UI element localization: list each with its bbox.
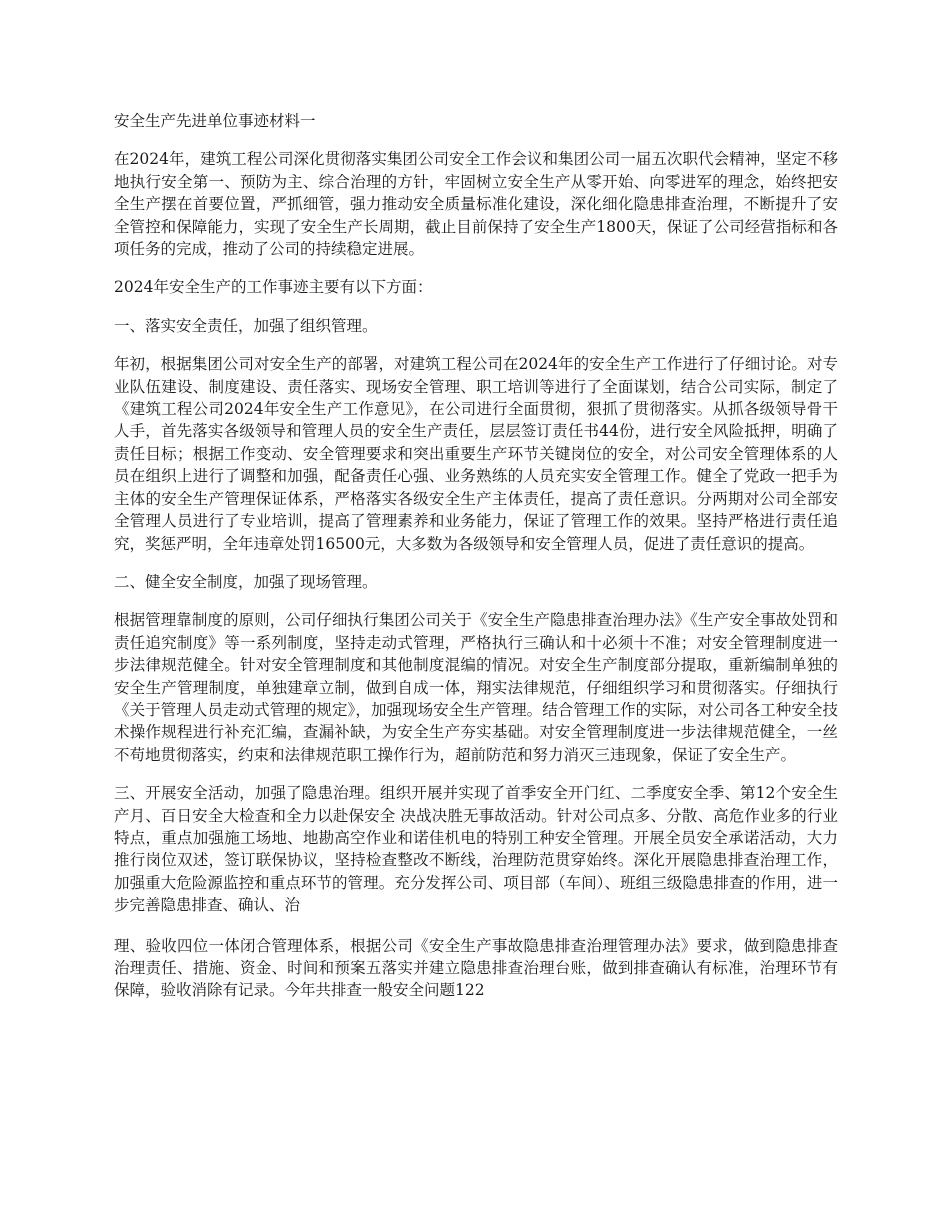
- paragraph-summary-heading: 2024年安全生产的工作事迹主要有以下方面：: [114, 278, 433, 297]
- section-heading-2: 二、健全安全制度，加强了现场管理。: [114, 572, 378, 591]
- document-title: 安全生产先进单位事迹材料一: [114, 112, 316, 130]
- document-body: [114, 110, 838, 1018]
- section-heading-1: 一、落实安全责任，加强了组织管理。: [114, 316, 378, 335]
- paragraph-section-1: 年初，根据集团公司对安全生产的部署，对建筑工程公司在2024年的安全生产工作进行了仔细讨论。对专业队伍建设、制度建设、责任落实、现场安全管理、职工培训等进行了全面谋划，结合公司实际，制定了《建筑工程公司2024年安全生产工作意见》，在公司进行全面贯彻，狠抓了贯彻落实。从抓各级领导骨干人手，首先落实各级领导和管理人员的安全生产责任，层层签订责任书44份，进行安全风险抵押，明确了责任目标；根据工作变动、安全管理要求和突出重要生产环节关键岗位的安全，对公司安全管理体系的人员在组织上进行了调整和加强，配备责任心强、业务熟练的人员充实安全管理工作。健全了党政一把手为主体的安全生产管理保证体系，严格落实各级安全生产主体责任，提高了责任意识。分两期对公司全部安全管理人员进行了专业培训，提高了管理素养和业务能力，保证了管理工作的效果。坚持严格进行责任追究，奖惩严明，全年违章处罚16500元，大多数为各级领导和安全管理人员，促进了责任意识的提高。: [114, 355, 838, 553]
- paragraph-section-3-continued: 理、验收四位一体闭合管理体系，根据公司《安全生产事故隐患排查治理管理办法》要求，做到隐患排查治理责任、措施、资金、时间和预案五落实并建立隐患排查治理台账，做到排查确认有标准，治理环节有保障，验收消除有记录。今年共排查一般安全问题122: [114, 936, 838, 1000]
- paragraph-section-3: 三、开展安全活动，加强了隐患治理。组织开展并实现了首季安全开门红、二季度安全季、第12个安全生产月、百日安全大检查和全力以赴保安全 决战决胜无事故活动。针对公司点多、分散、高危作业多的行业特点，重点加强施工场地、地勘高空作业和诺佳机电的特别工种安全管理。开展全员安全承诺活动，大力推行岗位双述，签订联保协议，坚持检查整改不断线，治理防范贯穿始终。深化开展隐患排查治理工作，加强重大危险源监控和重点环节的管理。充分发挥公司、项目部（车间）、班组三级隐患排查的作用，进一步完善隐患排查、确认、治: [114, 784, 838, 915]
- paragraph-intro: 在2024年，建筑工程公司深化贯彻落实集团公司安全工作会议和集团公司一届五次职代会精神，坚定不移地执行安全第一、预防为主、综合治理的方针，牢固树立安全生产从零开始、向零进军的理念，始终把安全生产摆在首要位置，严抓细管，强力推动安全质量标准化建设，深化细化隐患排查治理，不断提升了安全管控和保障能力，实现了安全生产长周期，截止目前保持了安全生产1800天，保证了公司经营指标和各项任务的完成，推动了公司的持续稳定进展。: [114, 150, 838, 259]
- paragraph-section-2: 根据管理靠制度的原则，公司仔细执行集团公司关于《安全生产隐患排查治理办法》《生产安全事故处罚和责任追究制度》等一系列制度，坚持走动式管理，严格执行三确认和十必须十不准；对安全管理制度进一步法律规范健全。针对安全管理制度和其他制度混编的情况。对安全生产制度部分提取，重新编制单独的安全生产管理制度，单独建章立制，做到自成一体，翔实法律规范，仔细组织学习和贯彻落实。仔细执行《关于管理人员走动式管理的规定》，加强现场安全生产管理。结合管理工作的实际，对公司各工种安全技术操作规程进行补充汇编，查漏补缺，为安全生产夯实基础。对安全管理制度进一步法律规范健全，一丝不苟地贯彻落实，约束和法律规范职工操作行为，超前防范和努力消灭三违现象，保证了安全生产。: [114, 611, 838, 764]
